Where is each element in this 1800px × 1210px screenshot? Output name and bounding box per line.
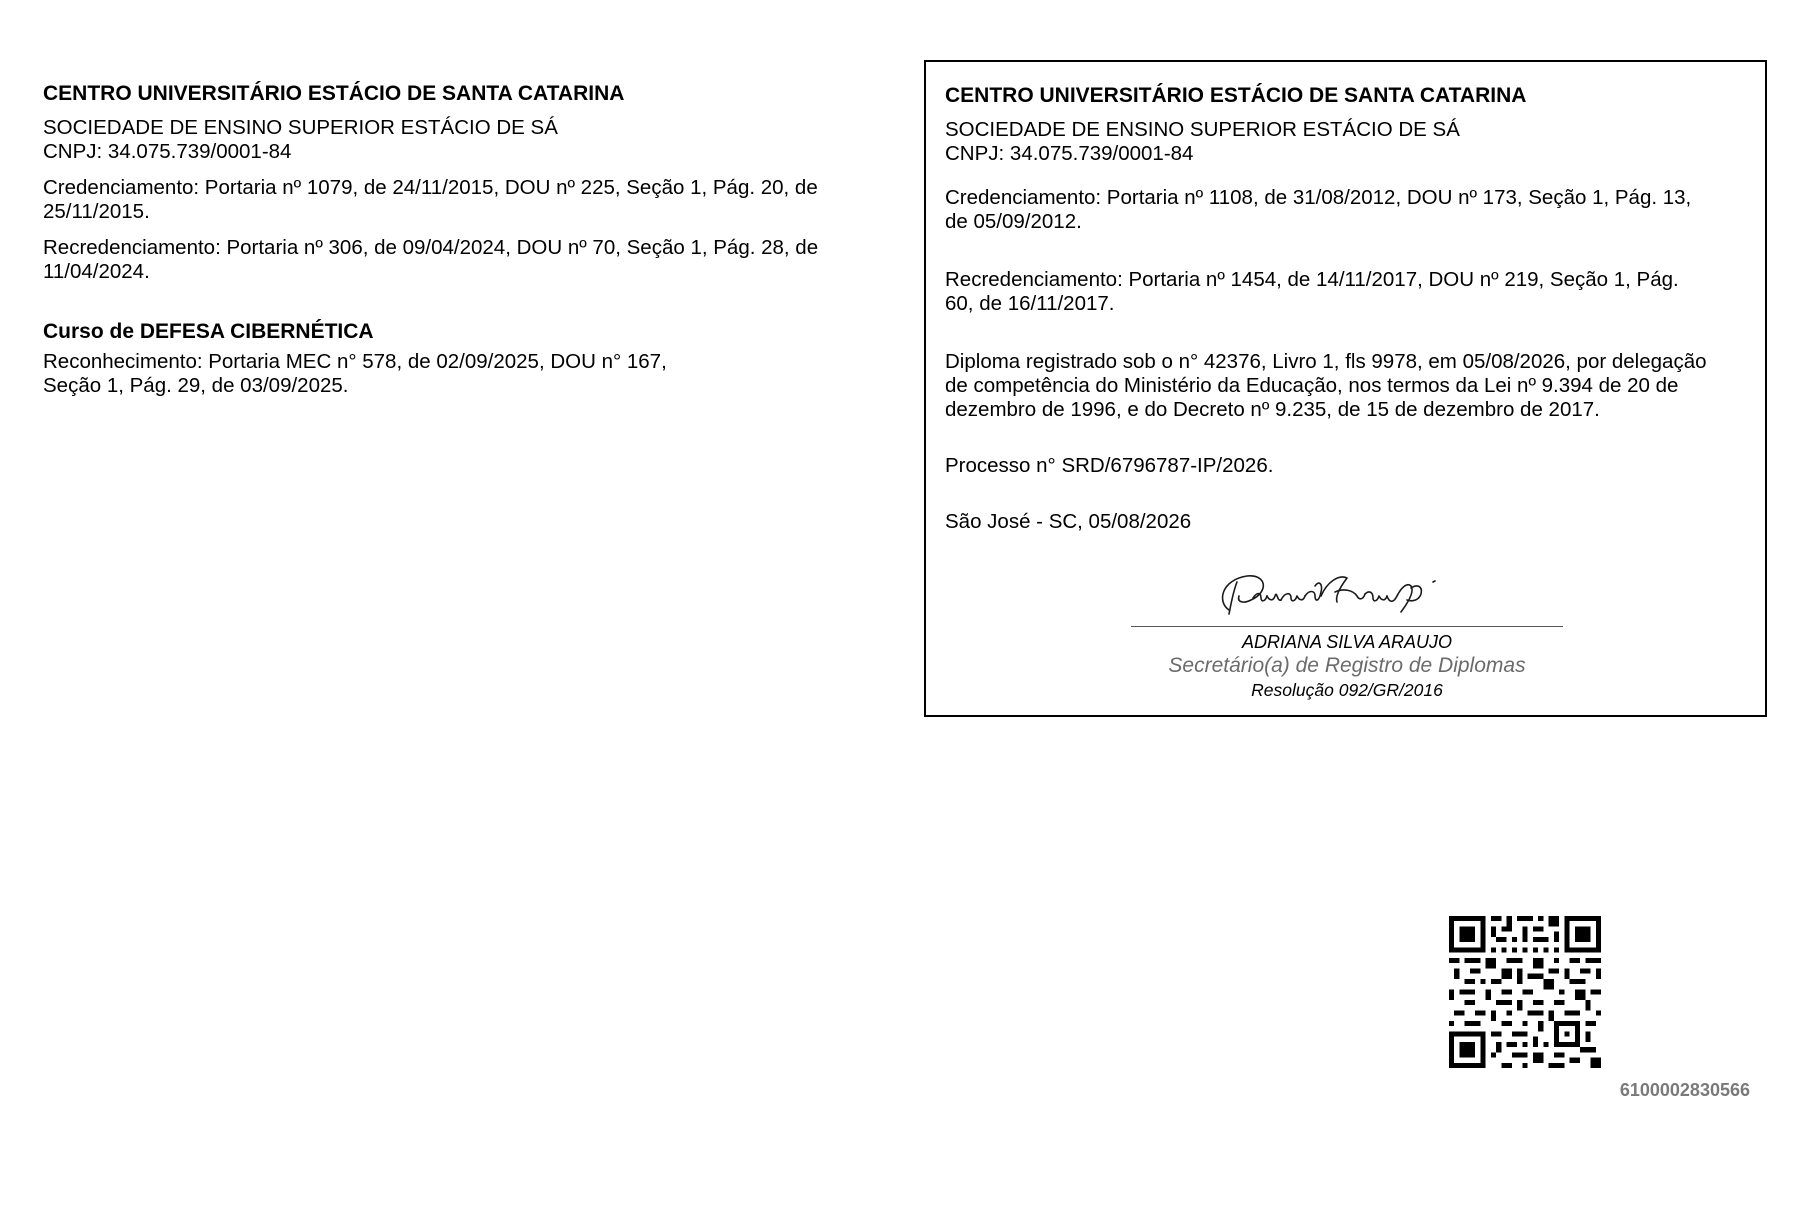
institution-name: CENTRO UNIVERSITÁRIO ESTÁCIO DE SANTA CATARINA — [43, 82, 625, 105]
signature-block — [1131, 562, 1563, 701]
institution-maintainer: SOCIEDADE DE ENSINO SUPERIOR ESTÁCIO DE SÁ — [43, 116, 558, 139]
qr-code-icon — [1449, 916, 1601, 1068]
registry-institution-name: CENTRO UNIVERSITÁRIO ESTÁCIO DE SANTA CATARINA — [945, 84, 1527, 107]
signature-line — [1131, 626, 1563, 627]
institution-cnpj: CNPJ: 34.075.739/0001-84 — [43, 140, 292, 163]
handwritten-signature-icon — [1207, 562, 1487, 622]
registry-credenciamento: Credenciamento: Portaria nº 1108, de 31/08/2012, DOU nº 173, Seção 1, Pág. 13, de 05/09/2012. — [945, 186, 1692, 233]
diploma-registration-text: Diploma registrado sob o n° 42376, Livro 1, fls 9978, em 05/08/2026, por delegação de competência do Ministério da Educação, nos termos da Lei nº 9.394 de 20 de dezembro de 1996, e do Decreto nº 9.235, de 15 de dezembro de 2017. — [945, 350, 1707, 421]
course-reconhecimento: Reconhecimento: Portaria MEC n° 578, de 02/09/2025, DOU n° 167, Seção 1, Pág. 29, de 03/09/2025. — [43, 350, 667, 397]
institution-section — [43, 80, 873, 398]
registry-cnpj: CNPJ: 34.075.739/0001-84 — [945, 142, 1194, 165]
registry-recredenciamento: Recredenciamento: Portaria nº 1454, de 14/11/2017, DOU nº 219, Seção 1, Pág. 60, de 16/11/2017. — [945, 268, 1679, 315]
institution-credenciamento: Credenciamento: Portaria nº 1079, de 24/11/2015, DOU nº 225, Seção 1, Pág. 20, de 25/11/2015. — [43, 176, 818, 223]
institution-recredenciamento: Recredenciamento: Portaria nº 306, de 09/04/2024, DOU nº 70, Seção 1, Pág. 28, de 11/04/2024. — [43, 236, 819, 283]
signer-role: Secretário(a) de Registro de Diplomas — [1168, 654, 1526, 677]
place-date: São José - SC, 05/08/2026 — [945, 510, 1192, 533]
signer-name: ADRIANA SILVA ARAUJO — [1241, 632, 1453, 652]
registry-box — [924, 60, 1767, 717]
course-title: Curso de DEFESA CIBERNÉTICA — [43, 320, 374, 343]
process-number: Processo n° SRD/6796787-IP/2026. — [945, 454, 1274, 477]
document-number: 6100002830566 — [1619, 1080, 1750, 1100]
signer-resolution: Resolução 092/GR/2016 — [1251, 680, 1443, 700]
registry-maintainer: SOCIEDADE DE ENSINO SUPERIOR ESTÁCIO DE SÁ — [945, 118, 1460, 141]
